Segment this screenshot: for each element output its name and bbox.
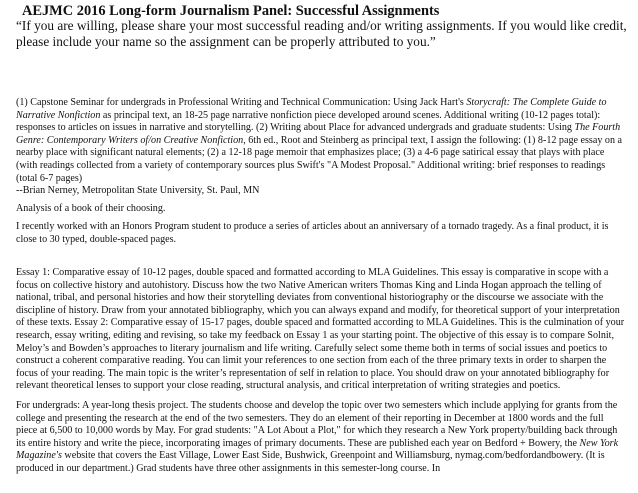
assignment-honors-paragraph: I recently worked with an Honors Program student to produce a series of articles about an anniversary of a tornado tragedy. As a final product, it is close to 30 typed, double-spaced pages. [16, 221, 609, 245]
p1-attribution: --Brian Nerney, Metropolitan State University, St. Paul, MN [16, 185, 260, 197]
p5-text-c: website that covers the East Village, Lower East Side, Bushwick, Greenpoint and Williamsburg, nymag.com/bedfordandbowery. (It is produced in our department.) Grad students have three other assignments in this semester-long course. In [16, 450, 605, 474]
intro-quote: “If you are willing, please share your most successful reading and/or writing assignments. If you would like credit, please include your name so the assignment can be properly attributed to you.” [16, 18, 627, 49]
p1-text-e: , 6th ed., Root and Steinberg as principal text, I assign the following: (1) 8-12 page essay on a nearby place with significant natural elements; (2) a 12-18 page memoir that emphasizes place; (3) a 4-6 page satirical essay that plays with place (with readings collected from a variety of contemporary sources plus Swift's "A Modest Proposal." Additional writing: brief responses to readings (total 6-7 pages) [16, 134, 622, 184]
assignment-book-analysis-paragraph: Analysis of a book of their choosing. [16, 203, 166, 214]
p1-text-a: (1) Capstone Seminar for undergrads in Professional Writing and Technical Communication: Using Jack Hart's [16, 97, 467, 108]
p1-book-title-storycraft: Storycraft: The Complete Guide to Narrative Nonfiction [16, 97, 607, 121]
p5-publication-name: New York Magazine's [16, 437, 619, 462]
document-title: AEJMC 2016 Long-form Journalism Panel: Successful Assignments [22, 3, 440, 19]
p1-text-c: as principal text, an 18-25 page narrative nonfiction piece developed around scenes. Additional writing (10-12 pages total): responses to articles on issues in narrative and storytelling. (2) Writing about Place for advanced undergrads and graduate students: Using [16, 109, 601, 134]
assignment-thesis-paragraph [16, 400, 626, 476]
assignment-comparative-essays-paragraph: Essay 1: Comparative essay of 10-12 pages, double spaced and formatted according to MLA Guidelines. This essay is comparative in scope with a focus on collective history and autohistory. Discuss how the two Native American writers Thomas King and Linda Hogan approach the telling of national, tribal, and personal histories and how their storytelling deviates from conventional historiography or the discourse we associate with the discipline of history. Draw from your annotated bibliography, which you can always expand and modify, for theoretical support of your interpretation of these texts. Essay 2: Comparative essay of 15-17 pages, double spaced and formatted according to MLA Guidelines. This is the culmination of your research, essay writing, editing and revising, so take my feedback on Essay 1 as your starting point. The objective of this essay is to compare Solnit, Meloy’s and Bowden’s approaches to literary journalism and life writing. Carefully select some theme both in terms of social issues and poetics to construct a coherent comparative reading. You can limit your references to one section from each of the three primary texts in order to sharpen the focus of your reading. The main topic is the writer’s representation of self in relation to place. You should draw on your annotated bibliography for relevant theoretical lenses to support your close reading, structural analysis, and critical interpretation of writing strategies and poetics. [16, 267, 625, 392]
assignment-capstone-paragraph [16, 97, 626, 198]
p1-book-title-fourth-genre: The Fourth Genre: Contemporary Writers of/on Creative Nonfiction [16, 122, 621, 146]
p5-text-a: For undergrads: A year-long thesis project. The students choose and develop the topic over two semesters which include applying for grants from the college and presenting the research at the end of the two semesters. They do an element of their reporting in December at 1800 words and the full piece at 6,500 to 10,000 words by May. For grad students: "A Lot About a Plot," for which they research a New York property/building back through its entire history and write the piece, incorporating images of primary documents. These are published each year on Bedford + Bowery, the [16, 400, 618, 449]
